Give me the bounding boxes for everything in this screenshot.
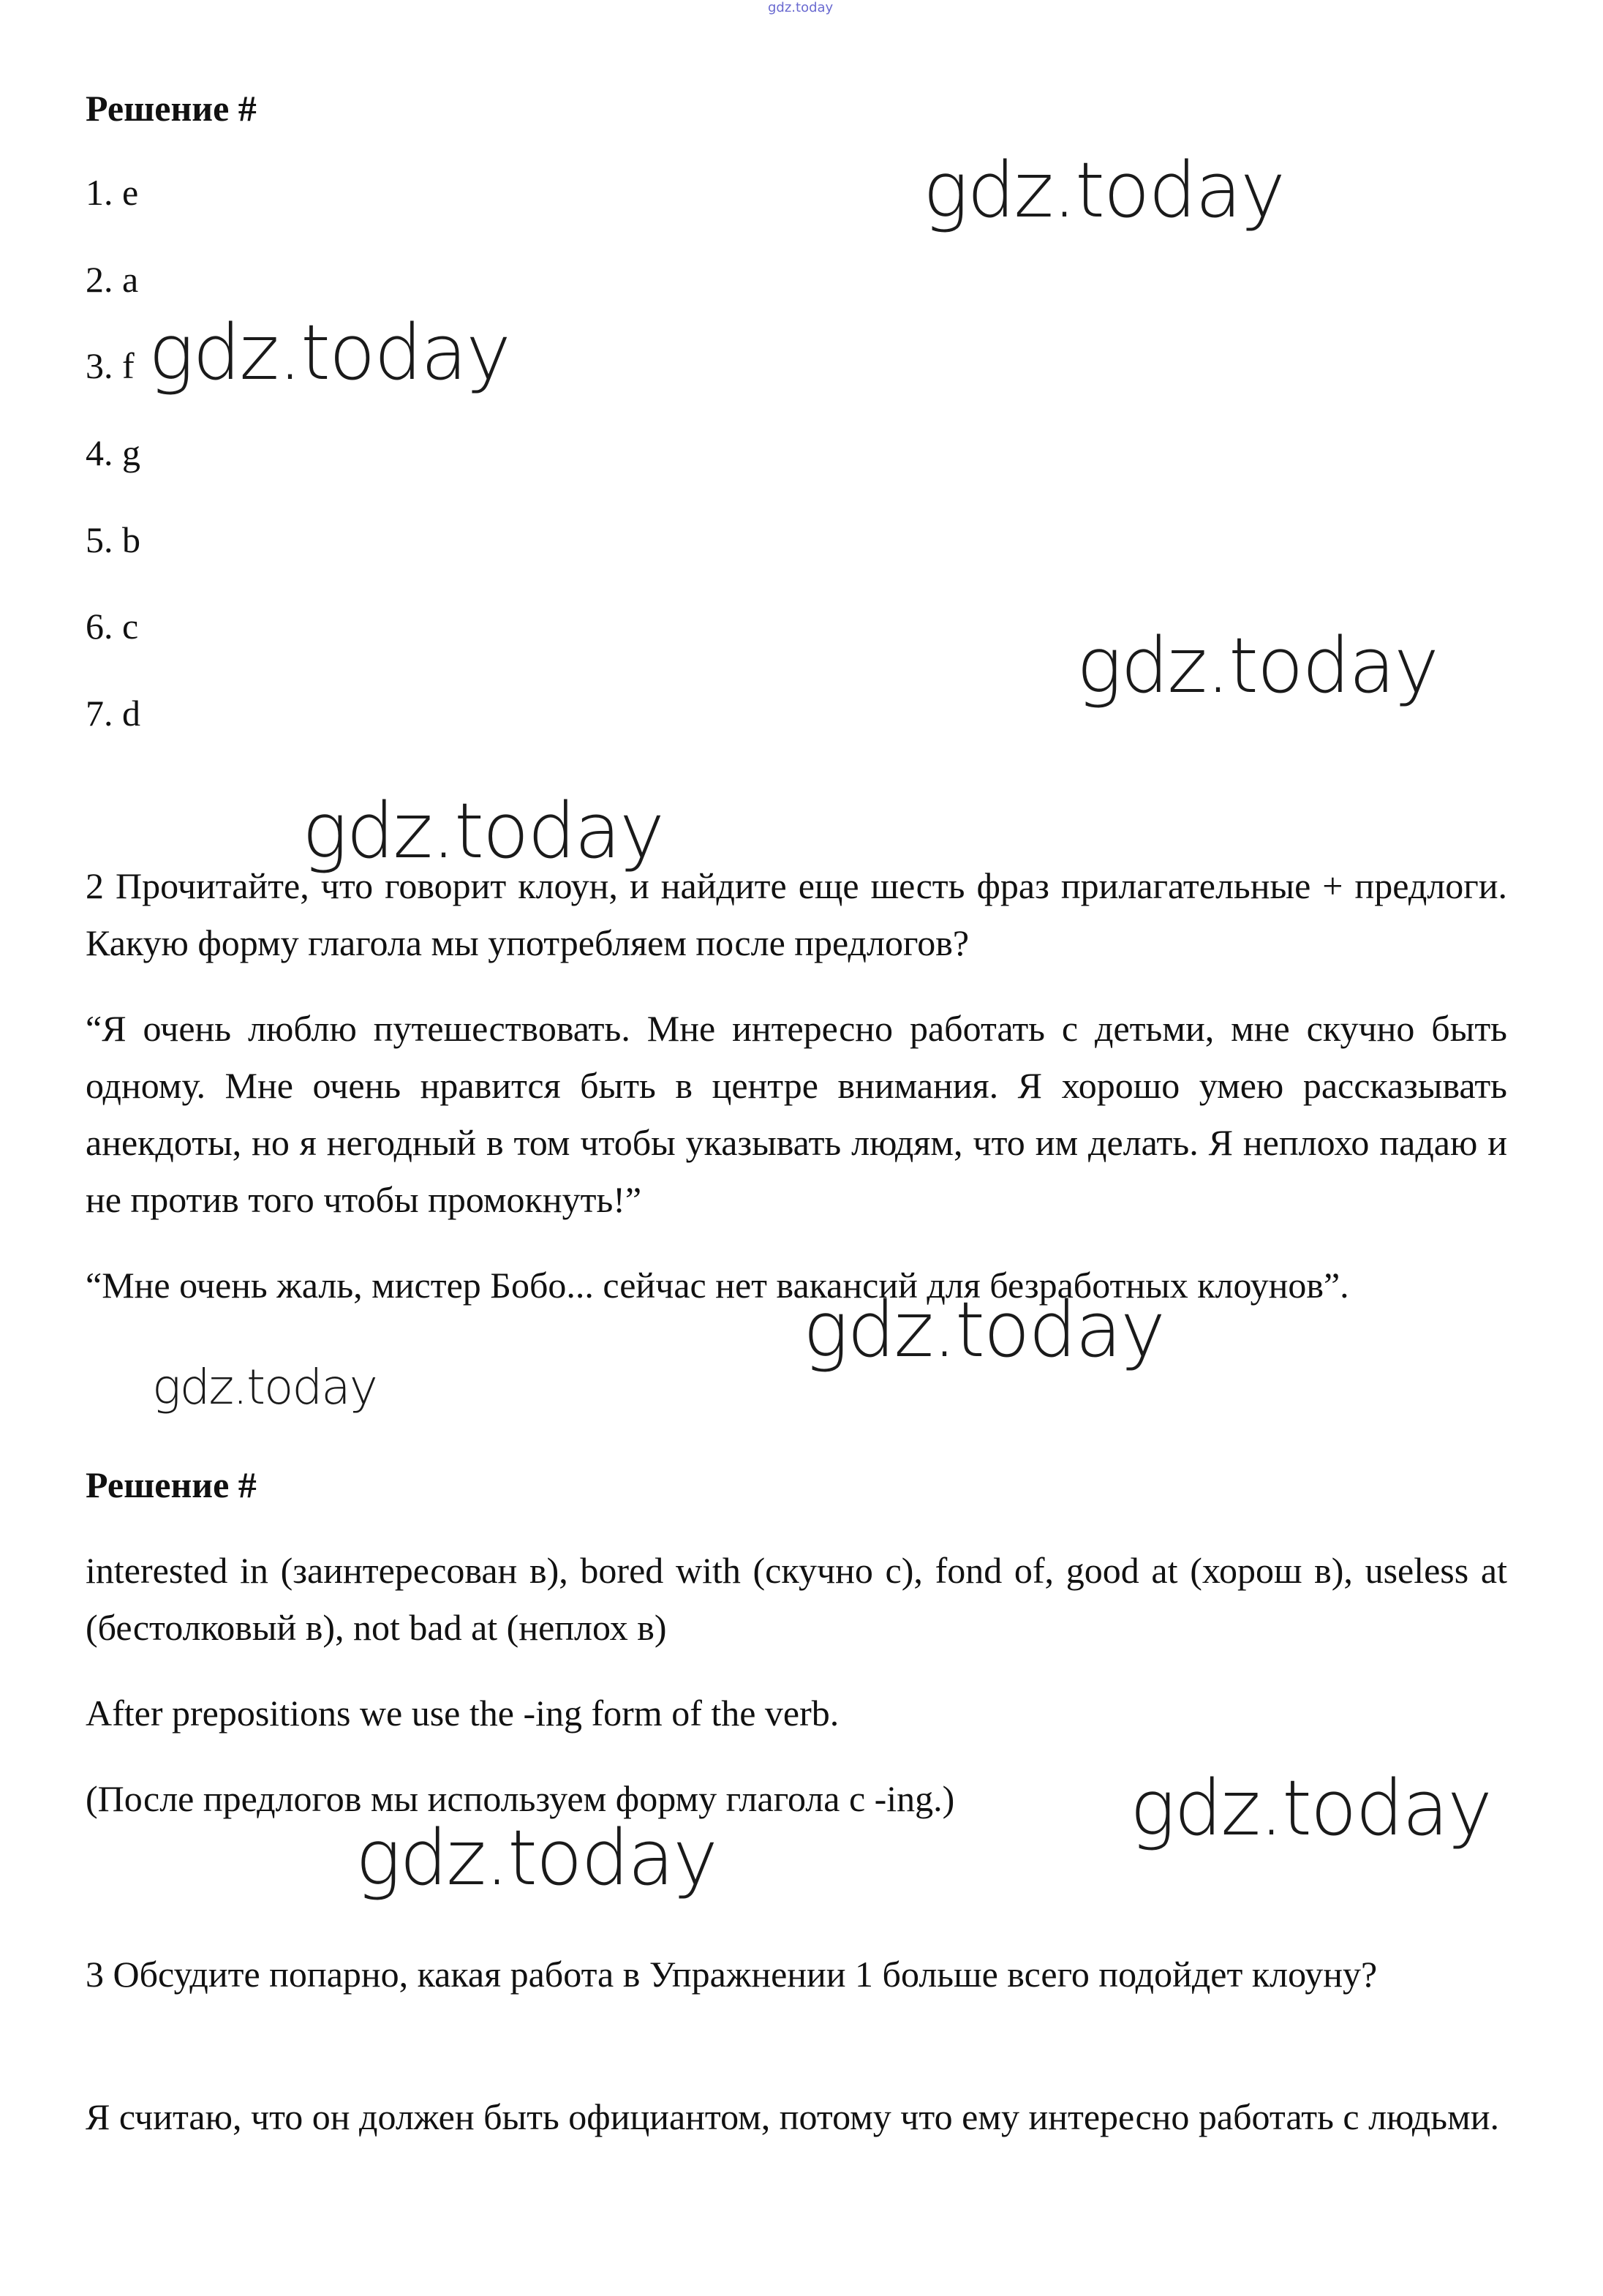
solution-heading-1: Решение # (86, 88, 257, 129)
answer-item-5: 5. b (86, 519, 140, 560)
watermark: gdz.today (1076, 621, 1438, 710)
watermark: gdz.today (1130, 1764, 1491, 1853)
watermark: gdz.today (152, 1359, 377, 1415)
header-watermark: gdz.today (768, 0, 834, 15)
answer-item-4: 4. g (86, 432, 140, 473)
task-3-answer: Я считаю, что он должен быть официантом, потому что ему интересно работать с людьми. (86, 2096, 1499, 2137)
watermark: gdz.today (923, 146, 1284, 235)
solution-2-note-en: After prepositions we use the -ing form of the verb. (86, 1693, 840, 1734)
task-3-prompt: 3 Обсудите попарно, какая работа в Упражнении 1 больше всего подойдет клоуну? (86, 1954, 1378, 1995)
reply-quote: “Мне очень жаль, мистер Бобо... сейчас нет вакансий для безработных клоунов”. (86, 1265, 1349, 1306)
watermark: gdz.today (148, 308, 510, 397)
answer-item-2: 2. a (86, 259, 139, 300)
solution-heading-2: Решение # (86, 1464, 257, 1505)
watermark: gdz.today (302, 786, 663, 876)
answer-item-3: 3. f (86, 345, 135, 386)
watermark: gdz.today (803, 1285, 1164, 1374)
task-2-prompt: 2 Прочитайте, что говорит клоун, и найдите еще шесть фраз прилагательные + предлоги. Какую форму глагола мы употребляем после предлогов? (86, 865, 1507, 963)
answer-item-7: 7. d (86, 693, 140, 734)
solution-2-note-ru: (После предлогов мы используем форму глагола с -ing.) (86, 1778, 955, 1819)
solution-2-answer: interested in (заинтересован в), bored with (скучно с), fond of, good at (хорош в), useless at (бестолковый в), not bad at (неплох в) (86, 1550, 1507, 1648)
answer-item-6: 6. c (86, 606, 139, 647)
clown-quote: “Я очень люблю путешествовать. Мне интересно работать с детьми, мне скучно быть одному. Мне очень нравится быть в центре внимания. Я хорошо умею рассказывать анекдоты, но я негодный в том чтобы указывать людям, что им делать. Я неплохо падаю и не против того чтобы промокнуть!” (86, 1008, 1507, 1220)
answer-item-1: 1. e (86, 172, 139, 213)
watermark: gdz.today (355, 1813, 717, 1902)
